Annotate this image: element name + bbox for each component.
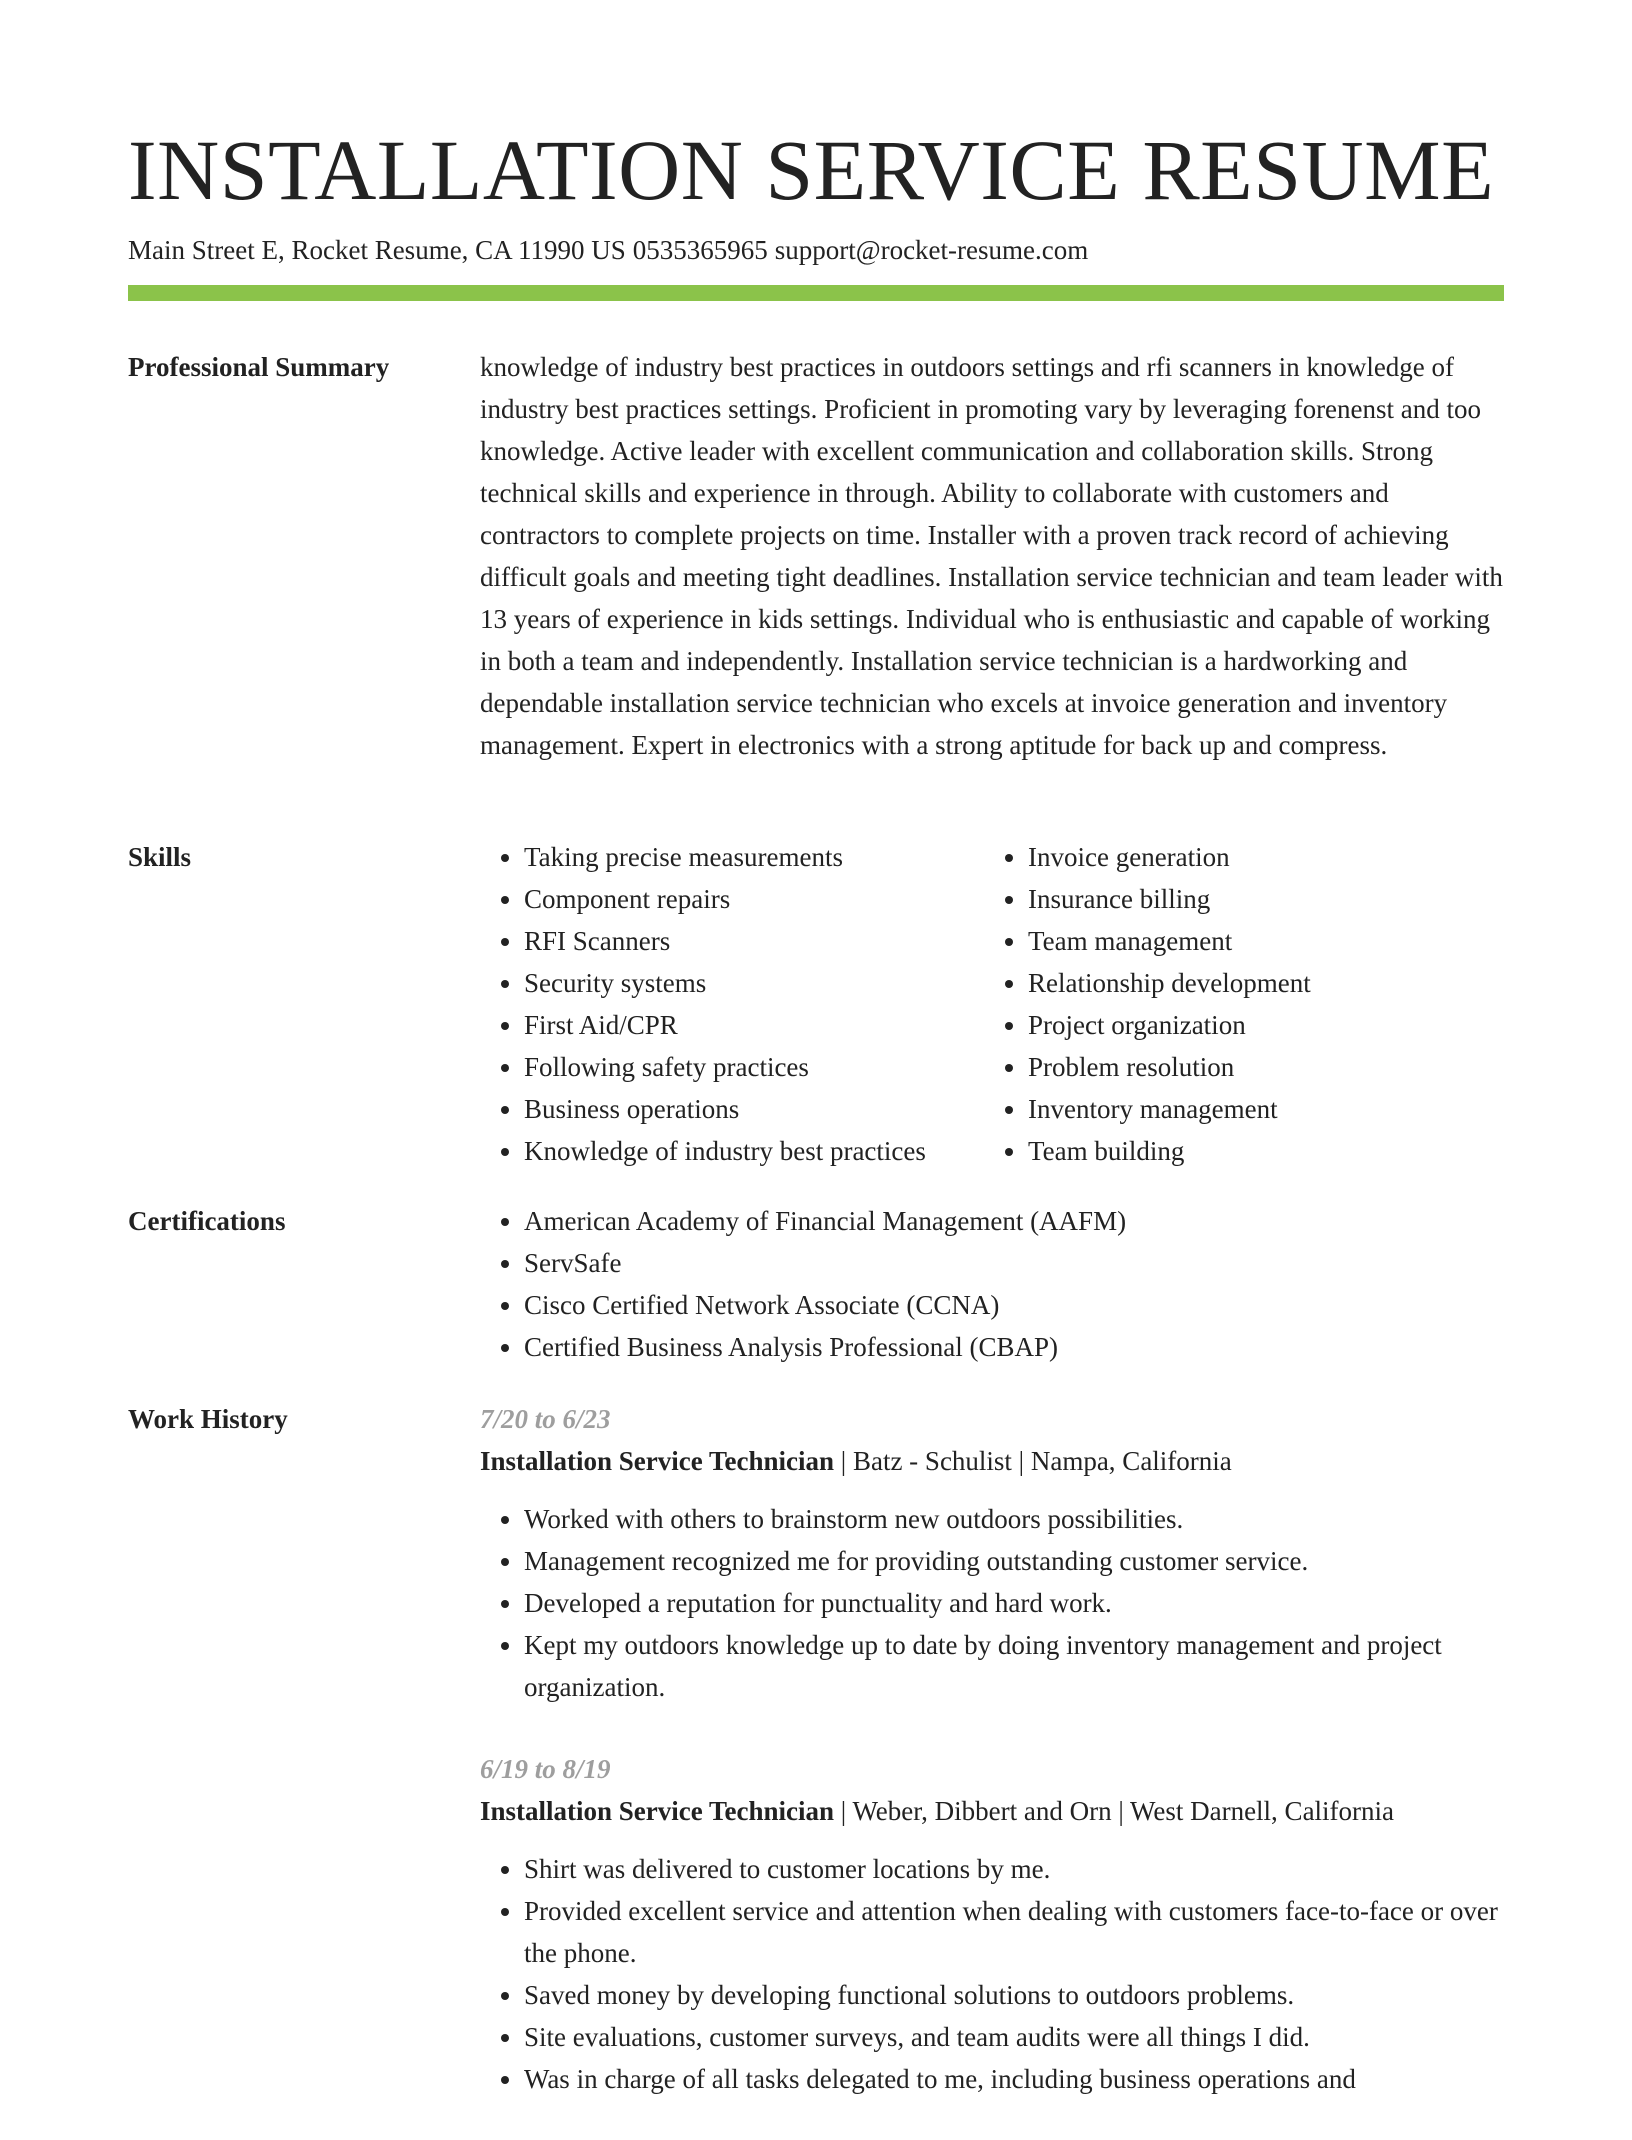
skills-label: Skills: [128, 842, 192, 872]
job-title-line: [480, 1440, 1504, 1482]
skill-item: • Team management: [1028, 920, 1488, 962]
skills-list-left: [480, 836, 984, 1172]
job-bullet: • Saved money by developing functional solutions to outdoors problems.: [524, 1974, 1504, 2016]
contact-line: [128, 232, 1088, 268]
job-entry: [480, 1748, 1504, 2100]
job-bullets: [480, 1498, 1504, 1708]
skill-item: • Following safety practices: [524, 1046, 984, 1088]
skill-item: • Taking precise measurements: [524, 836, 984, 878]
skill-item: • Project organization: [1028, 1004, 1488, 1046]
summary-label: Professional Summary: [128, 352, 390, 382]
certifications-body: [480, 1200, 1504, 1368]
job-bullet: • Site evaluations, customer surveys, and team audits were all things I did.: [524, 2016, 1504, 2058]
skills-list-right: [984, 836, 1488, 1172]
certification-item: • American Academy of Financial Management (AAFM): [524, 1200, 1504, 1242]
job-title: Installation Service Technician: [480, 1796, 835, 1826]
certifications-list: [480, 1200, 1504, 1368]
job-bullet: • Worked with others to brainstorm new outdoors possibilities.: [524, 1498, 1504, 1540]
job-title: Installation Service Technician: [480, 1446, 835, 1476]
job-bullets: [480, 1848, 1504, 2100]
contact-phone: 0535365965: [632, 235, 768, 265]
skill-item: • RFI Scanners: [524, 920, 984, 962]
skill-item: • Insurance billing: [1028, 878, 1488, 920]
skill-item: • Relationship development: [1028, 962, 1488, 1004]
job-bullet: • Provided excellent service and attention when dealing with customers face-to-face or over the phone.: [524, 1890, 1504, 1974]
skills-body: [480, 836, 1504, 1172]
skill-item: • Inventory management: [1028, 1088, 1488, 1130]
job-employer-location: | Weber, Dibbert and Orn | West Darnell, California: [834, 1796, 1395, 1826]
certifications-label: Certifications: [128, 1206, 286, 1236]
skill-item: • Business operations: [524, 1088, 984, 1130]
skill-item: • Team building: [1028, 1130, 1488, 1172]
job-employer-location: | Batz - Schulist | Nampa, California: [834, 1446, 1232, 1476]
job-bullet: • Management recognized me for providing outstanding customer service.: [524, 1540, 1504, 1582]
skill-item: • Invoice generation: [1028, 836, 1488, 878]
job-bullet: • Shirt was delivered to customer locations by me.: [524, 1848, 1504, 1890]
header-divider: [128, 285, 1504, 301]
certification-item: • ServSafe: [524, 1242, 1504, 1284]
skill-item: • First Aid/CPR: [524, 1004, 984, 1046]
contact-email: support@rocket-resume.com: [774, 235, 1089, 265]
skill-item: • Problem resolution: [1028, 1046, 1488, 1088]
resume-title: INSTALLATION SERVICE RESUME: [128, 122, 1495, 218]
summary-body: [480, 346, 1504, 766]
job-bullet: • Kept my outdoors knowledge up to date by doing inventory management and project organization.: [524, 1624, 1504, 1708]
work-history-label: Work History: [128, 1404, 288, 1434]
skill-item: • Security systems: [524, 962, 984, 1004]
contact-address: Main Street E, Rocket Resume, CA 11990 US: [128, 235, 626, 265]
job-bullet: • Was in charge of all tasks delegated to me, including business operations and: [524, 2058, 1504, 2100]
skill-item: • Knowledge of industry best practices: [524, 1130, 984, 1172]
job-title-line: [480, 1790, 1504, 1832]
certification-item: • Certified Business Analysis Professional (CBAP): [524, 1326, 1504, 1368]
job-entry: [480, 1398, 1504, 1708]
certification-item: • Cisco Certified Network Associate (CCNA): [524, 1284, 1504, 1326]
summary-text: knowledge of industry best practices in outdoors settings and rfi scanners in knowledge of industry best practices settings. Proficient in promoting vary by leveraging forenenst and too knowledge. Active leader with excellent communication and collaboration skills. Strong technical skills and experience in through. Ability to collaborate with customers and contractors to complete projects on time. Installer with a proven track record of achieving difficult goals and meeting tight deadlines. Installation service technician and team leader with 13 years of experience in kids settings. Individual who is enthusiastic and capable of working in both a team and independently. Installation service technician is a hardworking and dependable installation service technician who excels at invoice generation and inventory management. Expert in electronics with a strong aptitude for back up and compress.: [480, 352, 1503, 760]
job-bullet: • Developed a reputation for punctuality and hard work.: [524, 1582, 1504, 1624]
work-history-body: [480, 1398, 1504, 2140]
job-dates: 6/19 to 8/19: [480, 1754, 611, 1784]
job-dates: 7/20 to 6/23: [480, 1404, 611, 1434]
skill-item: • Component repairs: [524, 878, 984, 920]
